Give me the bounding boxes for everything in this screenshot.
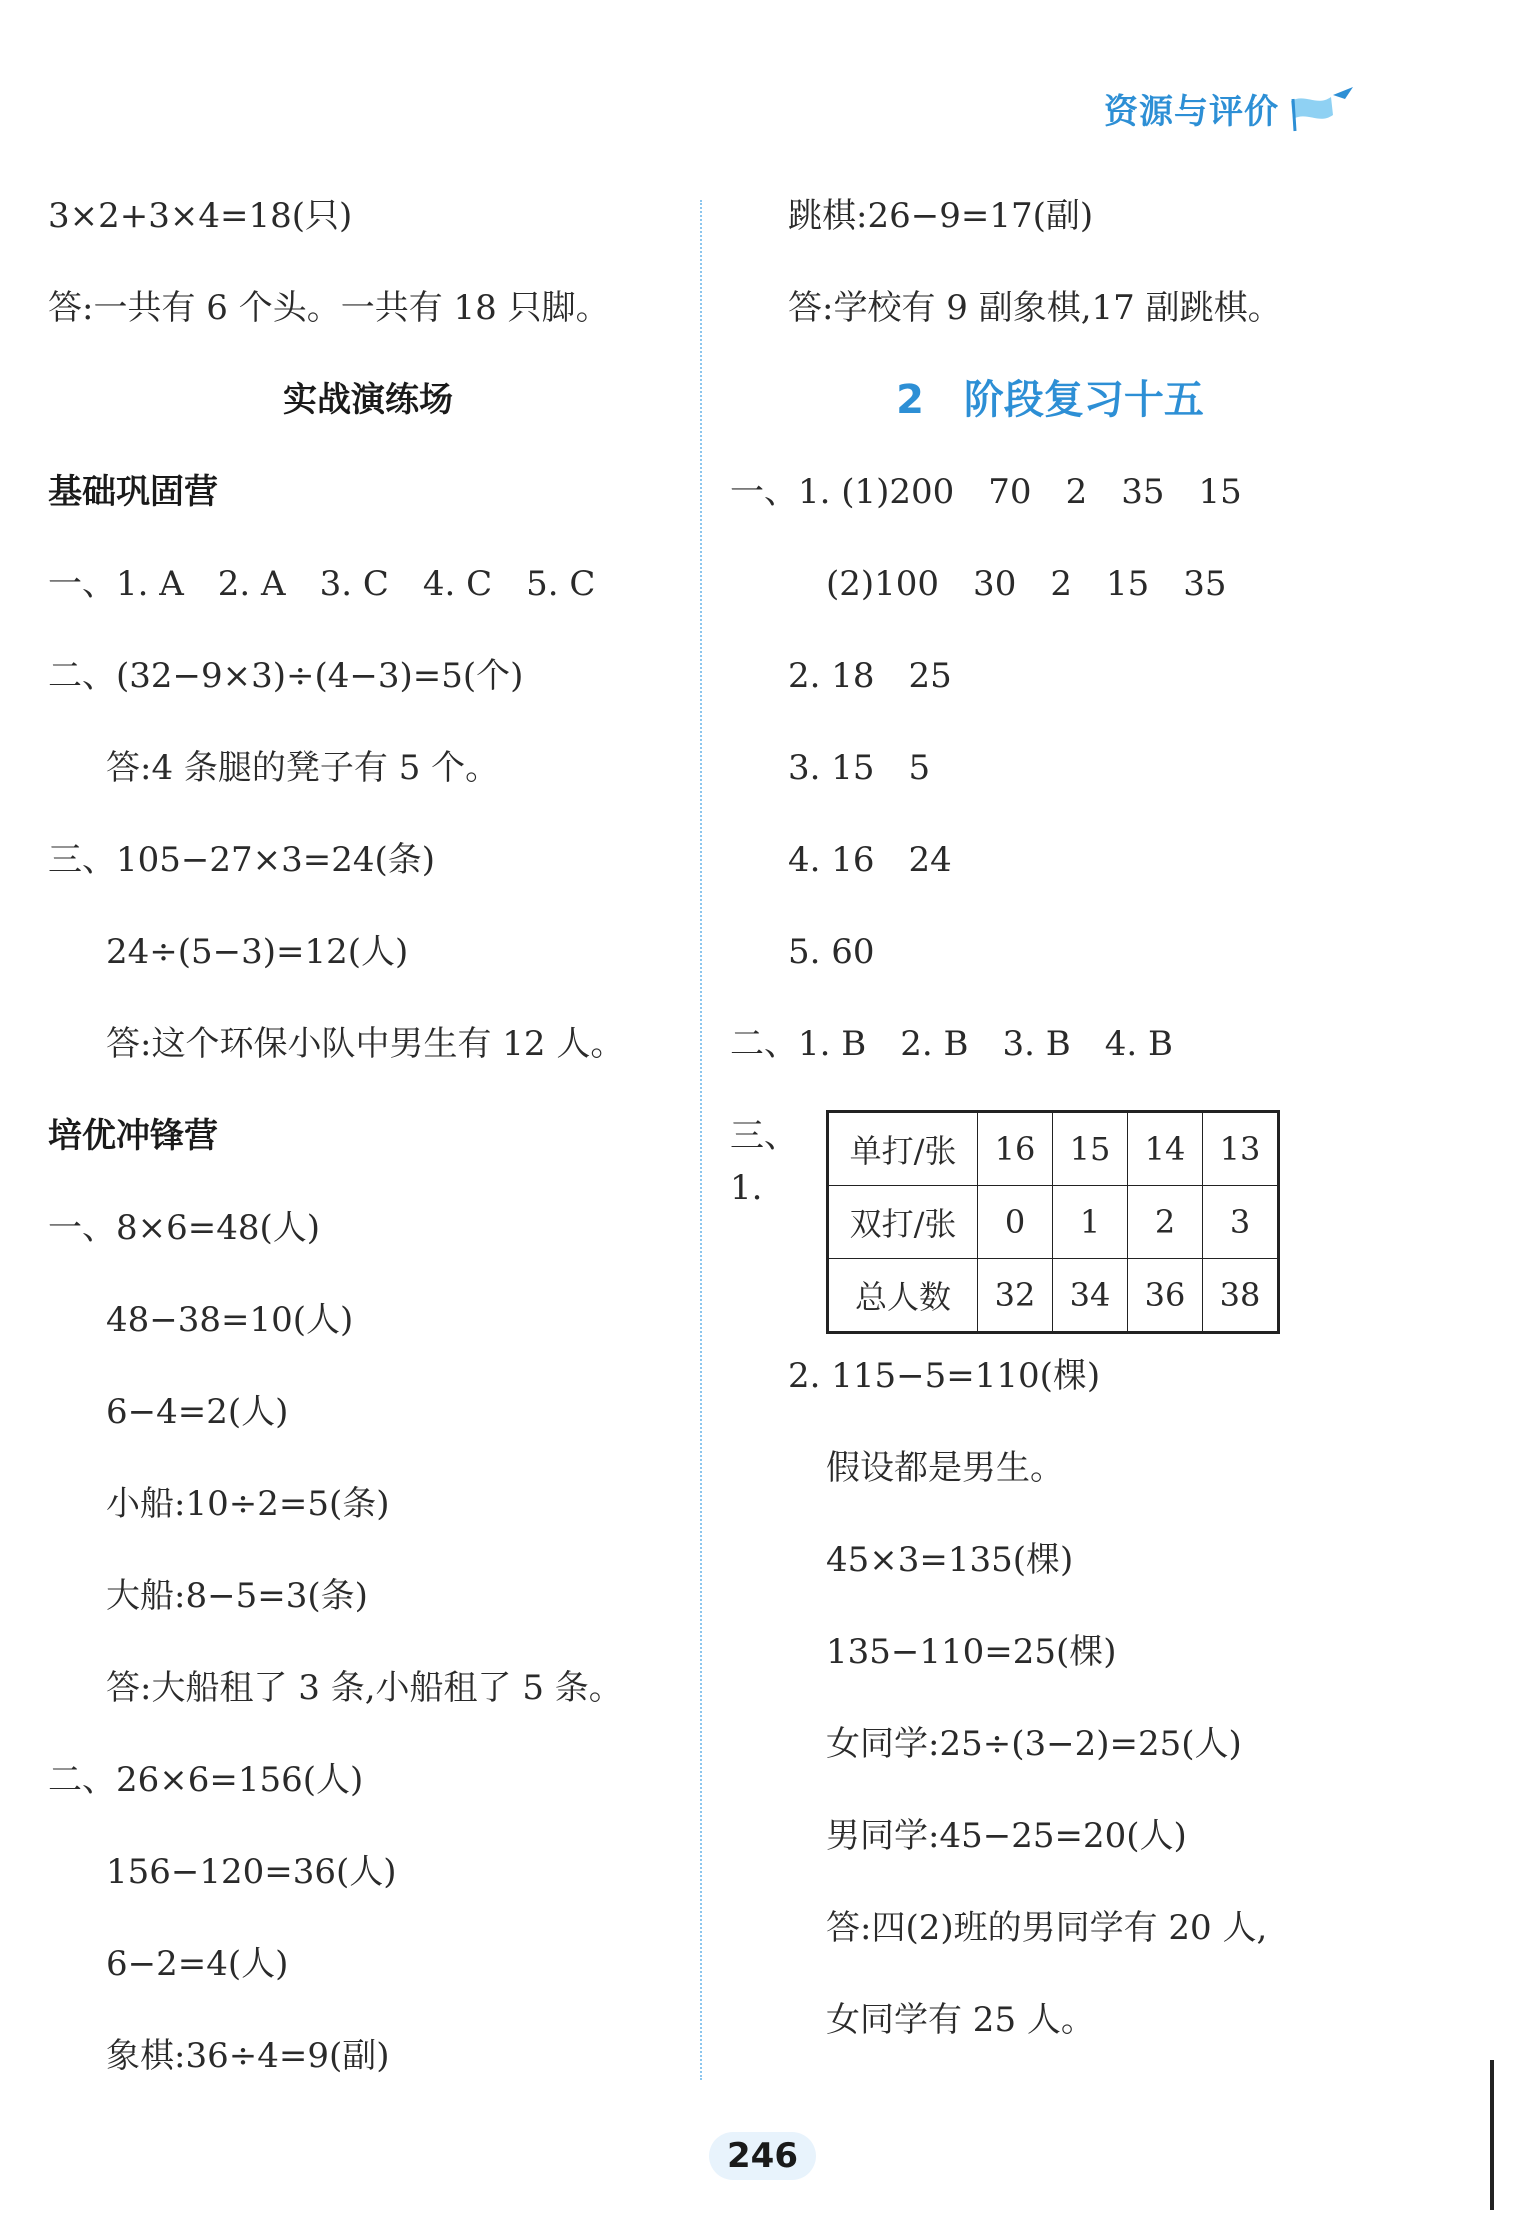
text-line: 135−110=25(棵) bbox=[826, 1632, 1117, 1672]
right-column bbox=[730, 190, 1370, 2086]
subsection-heading: 基础巩固营 bbox=[48, 472, 218, 512]
text-line: 答:学校有 9 副象棋,17 副跳棋。 bbox=[788, 288, 1282, 328]
text-line: 4. 16 24 bbox=[788, 840, 952, 880]
table-cell: 总人数 bbox=[828, 1259, 978, 1333]
subsection-heading: 培优冲锋营 bbox=[48, 1116, 218, 1156]
header-brand bbox=[1104, 84, 1357, 133]
table-block bbox=[730, 1110, 1370, 1350]
table-cell: 0 bbox=[978, 1186, 1053, 1259]
text-line: 小船:10÷2=5(条) bbox=[106, 1484, 390, 1524]
text-line: 6−4=2(人) bbox=[106, 1392, 289, 1432]
table-cell: 16 bbox=[978, 1112, 1053, 1186]
table-cell: 2 bbox=[1128, 1186, 1203, 1259]
table-row bbox=[828, 1259, 1279, 1333]
text-line: 象棋:36÷4=9(副) bbox=[106, 2036, 390, 2076]
table-row bbox=[828, 1186, 1279, 1259]
text-line: 2. 115−5=110(棵) bbox=[788, 1356, 1101, 1396]
answer-table bbox=[826, 1110, 1280, 1334]
text-line: 跳棋:26−9=17(副) bbox=[788, 196, 1094, 236]
table-cell: 34 bbox=[1053, 1259, 1128, 1333]
section-title: 2 阶段复习十五 bbox=[896, 377, 1204, 423]
table-cell: 13 bbox=[1203, 1112, 1279, 1186]
table-cell: 36 bbox=[1128, 1259, 1203, 1333]
brand-title: 资源与评价 bbox=[1104, 92, 1279, 132]
text-line: 一、8×6=48(人) bbox=[48, 1208, 321, 1248]
text-line: 24÷(5−3)=12(人) bbox=[106, 932, 409, 972]
text-line: 答:一共有 6 个头。一共有 18 只脚。 bbox=[48, 288, 610, 328]
text-line: 3×2+3×4=18(只) bbox=[48, 196, 353, 236]
page-number-label: 246 bbox=[709, 2132, 816, 2180]
table-cell: 3 bbox=[1203, 1186, 1279, 1259]
text-line: 一、1. (1)200 70 2 35 15 bbox=[730, 472, 1242, 512]
text-line: 假设都是男生。 bbox=[826, 1448, 1064, 1488]
table-row bbox=[828, 1112, 1279, 1186]
section-heading: 实战演练场 bbox=[283, 380, 453, 420]
scan-edge-mark bbox=[1490, 2060, 1494, 2210]
table-cell: 单打/张 bbox=[828, 1112, 978, 1186]
text-line: 2. 18 25 bbox=[788, 656, 952, 696]
column-divider bbox=[700, 200, 702, 2080]
text-line: 女同学:25÷(3−2)=25(人) bbox=[826, 1724, 1242, 1764]
text-line: 答:四(2)班的男同学有 20 人, bbox=[826, 1908, 1268, 1948]
text-line: 二、(32−9×3)÷(4−3)=5(个) bbox=[48, 656, 524, 696]
text-line: (2)100 30 2 15 35 bbox=[826, 564, 1227, 604]
left-column bbox=[48, 190, 688, 2122]
text-line: 48−38=10(人) bbox=[106, 1300, 354, 1340]
text-line: 二、1. B 2. B 3. B 4. B bbox=[730, 1024, 1173, 1064]
table-label: 三、1. bbox=[730, 1116, 798, 1208]
text-line: 答:大船租了 3 条,小船租了 5 条。 bbox=[106, 1668, 623, 1708]
text-line: 女同学有 25 人。 bbox=[826, 2000, 1095, 2040]
text-line: 一、1. A 2. A 3. C 4. C 5. C bbox=[48, 564, 596, 604]
brand-flag-icon bbox=[1287, 85, 1357, 133]
table-cell: 14 bbox=[1128, 1112, 1203, 1186]
table-cell: 双打/张 bbox=[828, 1186, 978, 1259]
text-line: 二、26×6=156(人) bbox=[48, 1760, 364, 1800]
page-number bbox=[0, 2132, 1525, 2180]
text-line: 男同学:45−25=20(人) bbox=[826, 1816, 1187, 1856]
text-line: 3. 15 5 bbox=[788, 748, 931, 788]
table-cell: 15 bbox=[1053, 1112, 1128, 1186]
text-line: 45×3=135(棵) bbox=[826, 1540, 1074, 1580]
text-line: 6−2=4(人) bbox=[106, 1944, 289, 1984]
text-line: 大船:8−5=3(条) bbox=[106, 1576, 368, 1616]
table-cell: 1 bbox=[1053, 1186, 1128, 1259]
text-line: 答:4 条腿的凳子有 5 个。 bbox=[106, 748, 500, 788]
text-line: 三、105−27×3=24(条) bbox=[48, 840, 436, 880]
table-cell: 38 bbox=[1203, 1259, 1279, 1333]
text-line: 156−120=36(人) bbox=[106, 1852, 397, 1892]
text-line: 答:这个环保小队中男生有 12 人。 bbox=[106, 1024, 625, 1064]
table-cell: 32 bbox=[978, 1259, 1053, 1333]
text-line: 5. 60 bbox=[788, 932, 875, 972]
